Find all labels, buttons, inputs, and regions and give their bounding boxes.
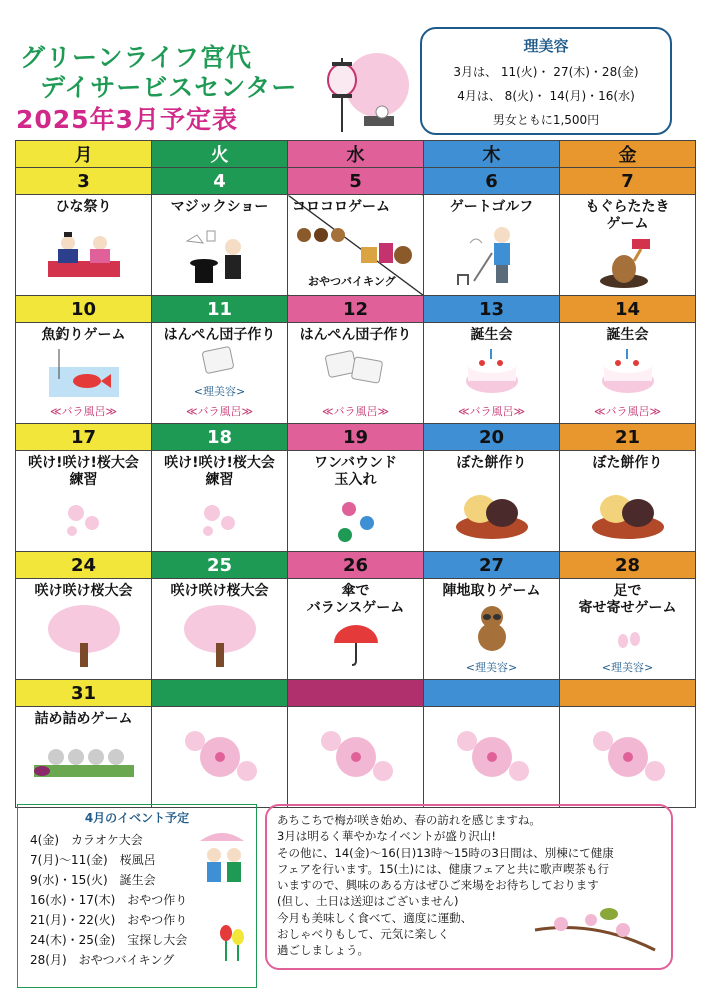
- message-box: [265, 804, 673, 970]
- day-number: 11: [152, 296, 288, 323]
- couple-icon: [196, 827, 250, 887]
- mole-icon: [598, 237, 658, 289]
- rolling-balls-icon: [294, 221, 350, 245]
- day-number: 19: [288, 424, 424, 451]
- gate-golf-icon: [452, 219, 532, 289]
- april-item: 7(月)〜11(金) 桜風呂: [30, 853, 156, 867]
- weekday-thu: 木: [424, 141, 560, 168]
- day-number: 3: [16, 168, 152, 195]
- day-number: 20: [424, 424, 560, 451]
- day-number: 28: [560, 552, 696, 579]
- cake-icon: [598, 345, 658, 395]
- event-title: 魚釣りゲーム: [41, 327, 126, 343]
- event-title: はんぺん団子作り: [299, 327, 412, 343]
- event-title: 咲け!咲け!桜大会 練習: [28, 455, 139, 488]
- day-number: 7: [560, 168, 696, 195]
- riyoyou-box: [420, 27, 672, 135]
- event-cell: [152, 451, 288, 552]
- day-number: [288, 680, 424, 707]
- event-title: 陣地取りゲーム: [442, 583, 541, 599]
- day-number: 26: [288, 552, 424, 579]
- magician-icon: [177, 223, 263, 289]
- day-number: 6: [424, 168, 560, 195]
- event-note: <理美容>: [601, 661, 654, 674]
- day-number: 24: [16, 552, 152, 579]
- snacks-icon: [357, 239, 417, 267]
- event-note: ≪バラ風呂≫: [185, 405, 254, 418]
- weekday-mon: 月: [16, 141, 152, 168]
- umbrella-icon: [331, 623, 381, 667]
- sakura-tree-icon: [44, 603, 124, 669]
- event-title: ワンバウンド 玉入れ: [313, 455, 398, 488]
- tanuki-icon: [472, 603, 512, 651]
- event-cell: [152, 323, 288, 424]
- event-cell: [16, 579, 152, 680]
- sakura-flower-icon: [583, 721, 673, 793]
- fish-icon: [49, 349, 119, 397]
- event-note: ≪バラ風呂≫: [457, 405, 526, 418]
- event-cell: [288, 707, 424, 808]
- day-number: 27: [424, 552, 560, 579]
- event-title: もぐらたたき ゲーム: [585, 199, 670, 232]
- day-number: 25: [152, 552, 288, 579]
- message-line: いますので、興味のある方はぜひご来場をお待ちしております: [277, 878, 599, 893]
- event-title: はんぺん団子作り: [163, 327, 276, 343]
- event-cell: [424, 195, 560, 296]
- day-number: 5: [288, 168, 424, 195]
- weekday-fri: 金: [560, 141, 696, 168]
- event-note: <理美容>: [193, 385, 246, 398]
- day-number: 13: [424, 296, 560, 323]
- cake-icon: [462, 345, 522, 395]
- event-cell: [560, 195, 696, 296]
- hanpen-icon: [190, 345, 250, 381]
- event-cell: [152, 707, 288, 808]
- riyoyou-price: 男女ともに1,500円: [492, 113, 600, 127]
- event-cell: [16, 707, 152, 808]
- message-line: (但し、土日は送迎はございません): [277, 894, 459, 909]
- event-cell: [424, 707, 560, 808]
- event-cell: [152, 579, 288, 680]
- event-cell: [16, 195, 152, 296]
- day-number: 14: [560, 296, 696, 323]
- message-line: 過ごしましょう。: [277, 943, 369, 958]
- weekday-tue: 火: [152, 141, 288, 168]
- event-cell: [560, 579, 696, 680]
- april-item: 4(金) カラオケ大会: [30, 833, 143, 847]
- event-title: 咲け咲け桜大会: [34, 583, 133, 599]
- day-number: 4: [152, 168, 288, 195]
- day-number: 18: [152, 424, 288, 451]
- event-title: ゲートゴルフ: [449, 199, 534, 215]
- april-item: 21(月)・22(火) おやつ作り: [30, 913, 188, 927]
- sakura-petals-icon: [196, 499, 244, 539]
- message-line: おしゃべりもして、元気に楽しく: [277, 927, 450, 942]
- sakura-petals-icon: [60, 499, 108, 539]
- message-line: フェアを行います。15(土)には、健康フェアと共に歌声喫茶も行: [277, 861, 610, 876]
- hanpen-icon: [321, 345, 391, 389]
- event-title: 誕生会: [606, 327, 649, 343]
- event-cell: [288, 323, 424, 424]
- sakura-flower-icon: [175, 721, 265, 793]
- lantern-illustration: [322, 50, 412, 135]
- day-number: [560, 680, 696, 707]
- event-cell: [560, 451, 696, 552]
- event-title: 詰め詰めゲーム: [34, 711, 133, 727]
- april-item: 28(月) おやつバイキング: [30, 953, 175, 967]
- event-cell: [288, 451, 424, 552]
- april-item: 16(水)・17(木) おやつ作り: [30, 893, 188, 907]
- riyoyou-title: 理美容: [523, 37, 569, 55]
- event-note: ≪バラ風呂≫: [593, 405, 662, 418]
- event-subtitle: おやつバイキング: [308, 275, 396, 288]
- day-number: 10: [16, 296, 152, 323]
- botamochi-icon: [452, 479, 532, 541]
- april-item: 9(水)・15(火) 誕生会: [30, 873, 156, 887]
- event-title: 咲け!咲け!桜大会 練習: [164, 455, 275, 488]
- balls-icon: [331, 499, 381, 545]
- hina-dolls-icon: [46, 225, 122, 279]
- day-number: [152, 680, 288, 707]
- riyoyou-march: 3月は、 11(火)・ 27(木)・28(金): [453, 65, 639, 79]
- riyoyou-april: 4月は、 8(火)・ 14(月)・16(水): [457, 89, 635, 103]
- ume-branch-icon: [531, 890, 661, 960]
- message-line: 3月は明るく華やかなイベントが盛り沢山!: [277, 829, 496, 844]
- april-events-box: [17, 804, 257, 988]
- event-cell: [424, 451, 560, 552]
- event-title: ぼた餅作り: [592, 455, 663, 471]
- event-cell: [16, 451, 152, 552]
- tulip-icon: [216, 923, 246, 963]
- day-number: 17: [16, 424, 152, 451]
- event-cell: [424, 579, 560, 680]
- event-title: 傘で バランスゲーム: [306, 583, 405, 616]
- title-line1: グリーンライフ宮代: [20, 43, 253, 72]
- day-number: 31: [16, 680, 152, 707]
- april-item: 24(木)・25(金) 宝探し大会: [30, 933, 188, 947]
- sakura-flower-icon: [311, 721, 401, 793]
- event-title: 誕生会: [470, 327, 513, 343]
- event-title: 咲け咲け桜大会: [170, 583, 269, 599]
- event-title: マジックショー: [170, 199, 269, 215]
- event-note: ≪バラ風呂≫: [49, 405, 118, 418]
- mice-icon: [34, 739, 134, 779]
- footprint-icon: [613, 629, 643, 649]
- title-line2: デイサービスセンター: [40, 73, 298, 102]
- event-cell: [560, 707, 696, 808]
- sakura-tree-icon: [180, 603, 260, 669]
- message-line: あちこちで梅が咲き始め、春の訪れを感じますね。: [277, 813, 541, 827]
- sakura-flower-icon: [447, 721, 537, 793]
- event-note: ≪バラ風呂≫: [321, 405, 390, 418]
- april-title: 4月のイベント予定: [84, 811, 190, 825]
- event-cell: [288, 579, 424, 680]
- event-title: 足で 寄せ寄せゲーム: [578, 583, 677, 616]
- message-line: その他に、14(金)〜16(日)13時〜15時の3日間は、別棟にて健康: [277, 845, 614, 860]
- day-number: 12: [288, 296, 424, 323]
- event-cell: [560, 323, 696, 424]
- event-cell: [152, 195, 288, 296]
- event-cell: [16, 323, 152, 424]
- calendar-table: [15, 140, 696, 808]
- day-number: 21: [560, 424, 696, 451]
- event-cell: [288, 195, 424, 296]
- event-note: <理美容>: [465, 661, 518, 674]
- botamochi-icon: [588, 479, 668, 541]
- message-line: 今月も美味しく食べて、適度に運動、: [277, 910, 473, 925]
- title-line3: 2025年3月予定表: [16, 105, 238, 134]
- event-cell: [424, 323, 560, 424]
- event-title: ひな祭り: [55, 199, 112, 215]
- day-number: [424, 680, 560, 707]
- event-title: ぼた餅作り: [456, 455, 527, 471]
- weekday-wed: 水: [288, 141, 424, 168]
- event-title: コロコロゲーム: [292, 199, 390, 215]
